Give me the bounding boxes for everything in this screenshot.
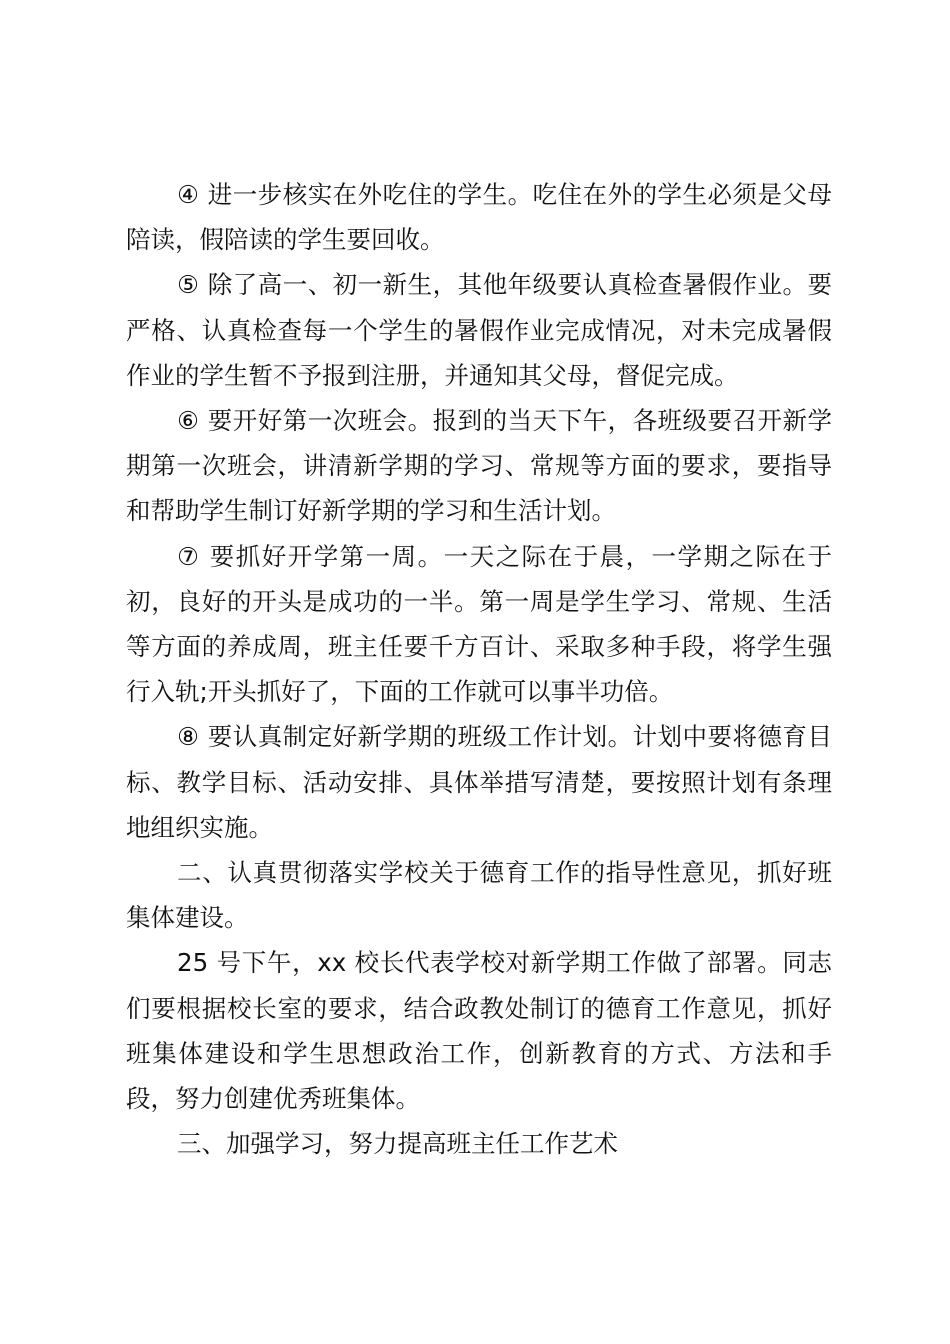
paragraph-item-5: ⑤ 除了高一、初一新生，其他年级要认真检查暑假作业。要严格、认真检查每一个学生的暑假作业完成情况，对未完成暑假作业的学生暂不予报到注册，并通知其父母，督促完成。 [126,270,832,390]
section-heading-2: 二、认真贯彻落实学校关于德育工作的指导性意见，抓好班集体建设。 [126,858,832,933]
paragraph-item-7: ⑦ 要抓好开学第一周。一天之际在于晨，一学期之际在于初，良好的开头是成功的一半。第一周是学生学习、常规、生活等方面的养成周，班主任要千方百计、采取多种手段，将学生强行入轨;开头抓好了，下面的工作就可以事半功倍。 [126,541,832,707]
paragraph-item-4: ④ 进一步核实在外吃住的学生。吃住在外的学生必须是父母陪读，假陪读的学生要回收。 [126,180,832,255]
paragraph-meeting: 25 号下午，xx 校长代表学校对新学期工作做了部署。同志们要根据校长室的要求，结合政教处制订的德育工作意见，抓好班集体建设和学生思想政治工作，创新教育的方式、方法和手段，努力创建优秀班集体。 [126,948,832,1114]
paragraph-item-6: ⑥ 要开好第一次班会。报到的当天下午，各班级要召开新学期第一次班会，讲清新学期的学习、常规等方面的要求，要指导和帮助学生制订好新学期的学习和生活计划。 [126,406,832,526]
document-body [126,172,832,1166]
paragraph-item-8: ⑧ 要认真制定好新学期的班级工作计划。计划中要将德育目标、教学目标、活动安排、具体举措写清楚，要按照计划有条理地组织实施。 [126,722,832,842]
section-heading-3: 三、加强学习，努力提高班主任工作艺术 [177,1129,618,1159]
